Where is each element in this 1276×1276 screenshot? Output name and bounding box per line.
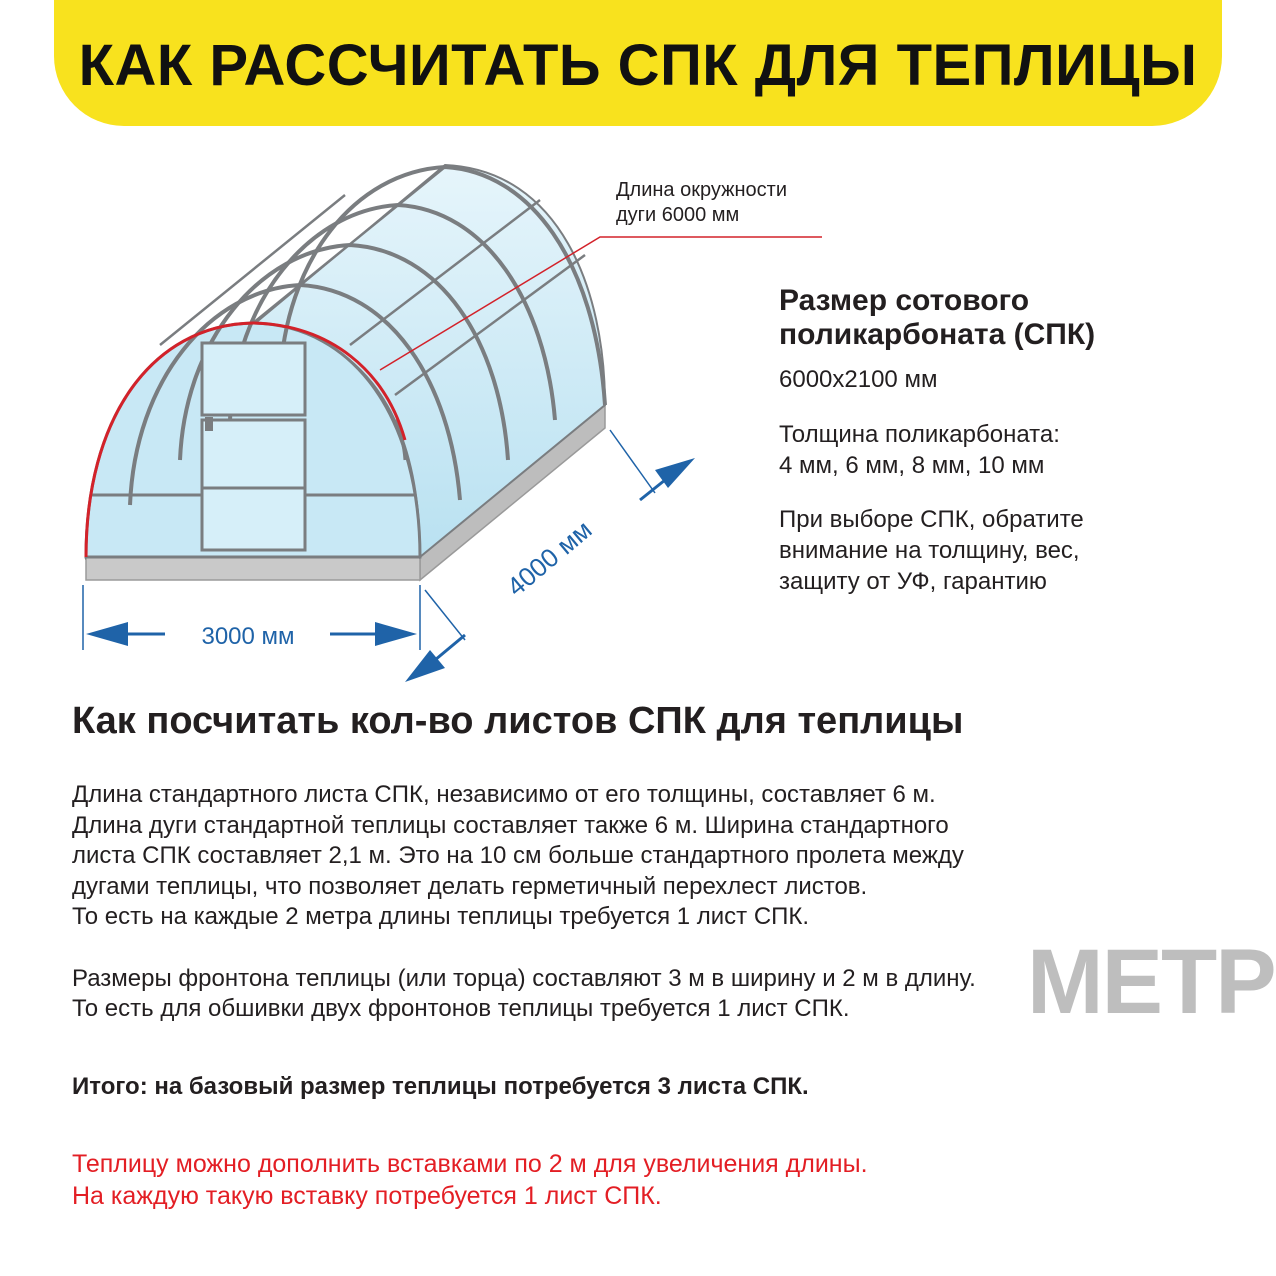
foundation-front (86, 557, 420, 580)
spec-advice-2: внимание на толщину, вес, (779, 537, 1080, 564)
spec-advice-1: При выборе СПК, обратите (779, 506, 1084, 533)
para1-line3: листа СПК составляет 2,1 м. Это на 10 см больше стандартного пролета между (72, 842, 964, 869)
para1-line5: То есть на каждые 2 метра длины теплицы требуется 1 лист СПК. (72, 903, 810, 930)
door-transom (202, 343, 305, 415)
arc-length-label-1: Длина окружности (616, 179, 787, 201)
door-handle (205, 417, 213, 431)
arc-length-label-2: дуги 6000 мм (616, 204, 740, 226)
spec-size: 6000х2100 мм (779, 366, 938, 393)
para1-line2: Длина дуги стандартной теплицы составляет также 6 м. Ширина стандартного (72, 811, 949, 839)
watermark-logo: МЕТР (1027, 931, 1275, 1033)
door (202, 420, 305, 550)
spec-advice-3: защиту от УФ, гарантию (779, 568, 1047, 595)
title-banner (54, 0, 1222, 126)
para1-line4: дугами теплицы, что позволяет делать герметичный перехлест листов. (72, 872, 868, 900)
length-label: 4000 мм (500, 514, 598, 603)
page-title: КАК РАССЧИТАТЬ СПК ДЛЯ ТЕПЛИЦЫ (78, 33, 1198, 98)
spec-title-2: поликарбоната (СПК) (779, 318, 1096, 351)
spec-panel (779, 284, 1259, 597)
section-body (72, 780, 1182, 1025)
spec-title-1: Размер сотового (779, 284, 1030, 317)
total-summary: Итого: на базовый размер теплицы потребуется 3 листа СПК. (72, 1073, 809, 1100)
spec-thickness-values: 4 мм, 6 мм, 8 мм, 10 мм (779, 452, 1045, 479)
note-line2: На каждую такую вставку потребуется 1 лист СПК. (72, 1182, 662, 1210)
width-arrow-right (375, 622, 417, 646)
para1-line1: Длина стандартного листа СПК, независимо от его толщины, составляет 6 м. (72, 781, 936, 808)
width-arrow-left (86, 622, 128, 646)
spec-thickness-label: Толщина поликарбоната: (779, 421, 1060, 448)
section-title: Как посчитать кол-во листов СПК для теплицы (72, 700, 964, 742)
para2-line2: То есть для обшивки двух фронтонов теплицы требуется 1 лист СПК. (72, 995, 850, 1022)
para2-line1: Размеры фронтона теплицы (или торца) составляют 3 м в ширину и 2 м в длину. (72, 964, 976, 992)
extension-note (72, 1148, 868, 1212)
note-line1: Теплицу можно дополнить вставками по 2 м для увеличения длины. (72, 1150, 868, 1178)
width-label: 3000 мм (201, 623, 295, 650)
